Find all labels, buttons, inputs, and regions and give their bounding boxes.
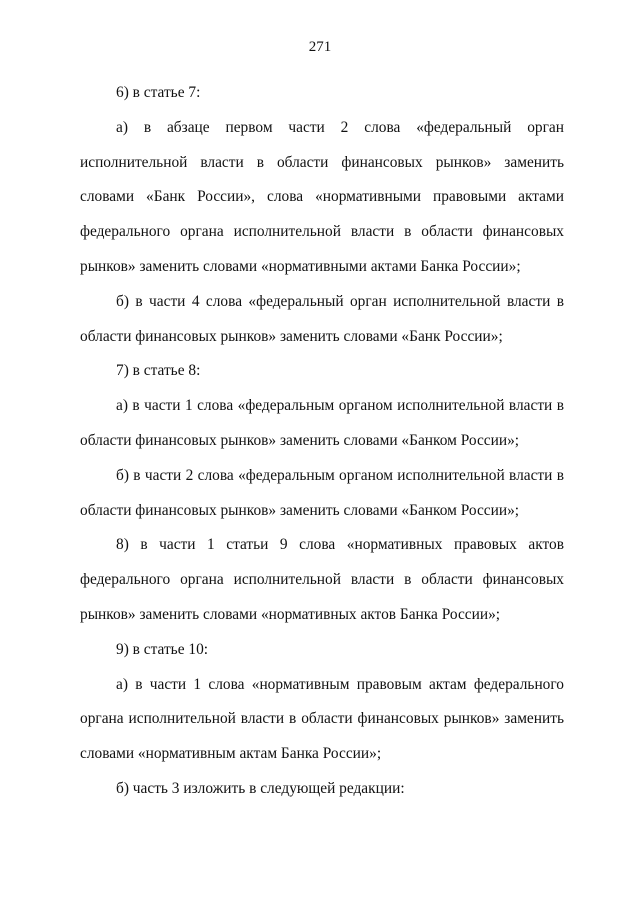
page-number: 271 bbox=[308, 39, 332, 55]
paragraph-7-article-8: 7) в статье 8: bbox=[116, 362, 201, 380]
paragraph-9a: а) в части 1 слова «нормативным правовым актам федерального органа исполнительной власти в области финансовых рынков» заменить словами «нормативным актам Банка России»; bbox=[80, 675, 564, 763]
paragraph-9b: б) часть 3 изложить в следующей редакции: bbox=[116, 779, 405, 797]
paragraph-7a: а) в части 1 слова «федеральным органом исполнительной власти в области финансовых рынков» заменить словами «Банком России»; bbox=[80, 397, 564, 449]
paragraph-9-article-10: 9) в статье 10: bbox=[116, 640, 209, 658]
paragraph-6b: б) в части 4 слова «федеральный орган исполнительной власти в области финансовых рынков» заменить словами «Банк России»; bbox=[80, 292, 564, 345]
document-body bbox=[80, 76, 564, 807]
paragraph-6a: а) в абзаце первом части 2 слова «федеральный орган исполнительной власти в области финансовых рынков» заменить словами «Банк России», слова «нормативными правовыми актами федерального органа исполнительной власти в области финансовых рынков» заменить словами «нормативными актами Банка России»; bbox=[80, 118, 564, 275]
paragraph-6-article-7: 6) в статье 7: bbox=[116, 84, 201, 101]
paragraph-7b: б) в части 2 слова «федеральным органом исполнительной власти в области финансовых рынков» заменить словами «Банком России»; bbox=[80, 466, 564, 519]
paragraph-8-article-9: 8) в части 1 статьи 9 слова «нормативных правовых актов федерального органа исполнительной власти в области финансовых рынков» заменить словами «нормативных актов Банка России»; bbox=[80, 536, 564, 623]
